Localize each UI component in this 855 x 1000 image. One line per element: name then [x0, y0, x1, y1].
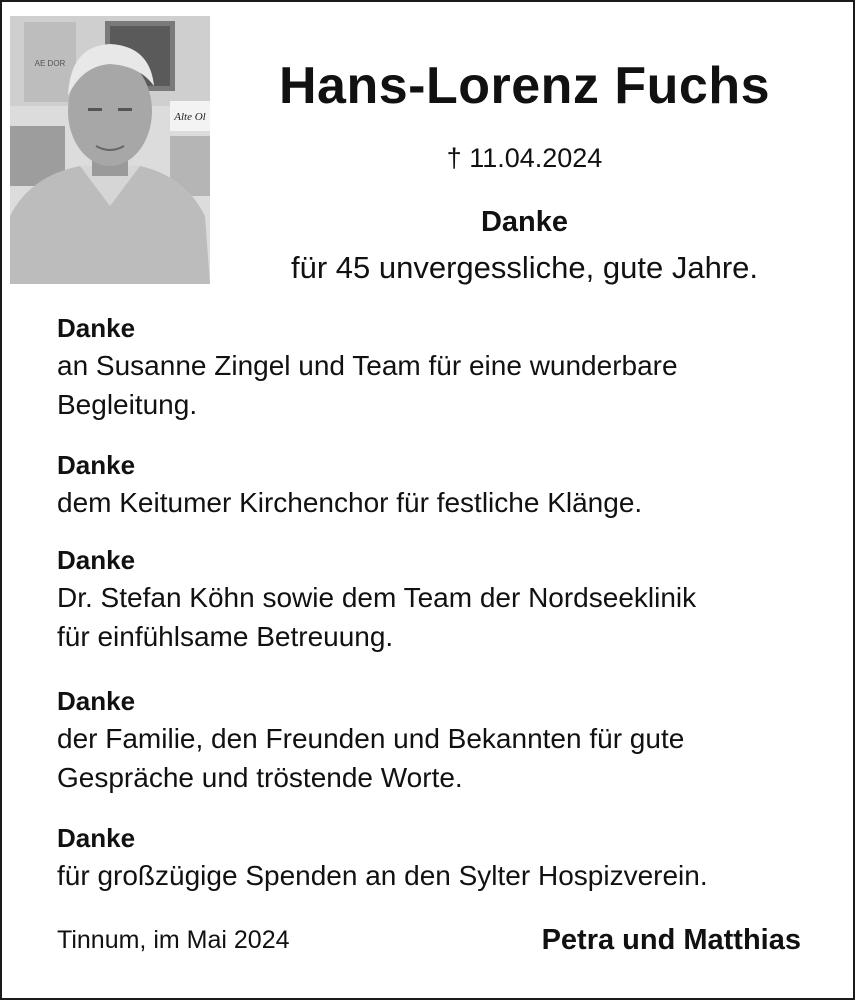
thanks-block	[57, 312, 817, 424]
thanks-heading: Danke	[57, 313, 136, 343]
header-thanks-heading: Danke	[480, 206, 569, 238]
thanks-line: für einfühlsame Betreuung.	[57, 621, 394, 653]
header-thanks-line: für 45 unvergessliche, gute Jahre.	[291, 250, 758, 285]
thanks-line: Dr. Stefan Köhn sowie dem Team der Nordseeklinik	[57, 581, 697, 613]
thanks-line: Begleitung.	[57, 389, 198, 421]
thanks-heading: Danke	[57, 450, 136, 480]
thanks-line: an Susanne Zingel und Team für eine wunderbare	[57, 349, 678, 381]
signature: Petra und Matthias	[541, 924, 801, 956]
thanks-line: dem Keitumer Kirchenchor für festliche Klänge.	[57, 486, 643, 518]
deceased-name: Hans-Lorenz Fuchs	[279, 57, 770, 115]
portrait-photo	[10, 16, 210, 284]
thanks-heading: Danke	[57, 686, 136, 716]
place-date: Tinnum, im Mai 2024	[57, 926, 290, 954]
thanks-line: für großzügige Spenden an den Sylter Hospizverein.	[57, 859, 708, 891]
thanks-block	[57, 822, 817, 894]
death-date: † 11.04.2024	[446, 143, 603, 173]
thanks-block	[57, 544, 817, 656]
thanks-block	[57, 449, 817, 521]
poster-text: AE DOR	[34, 59, 66, 68]
thanks-block	[57, 685, 817, 797]
thanks-line: der Familie, den Freunden und Bekannten für gute	[57, 722, 685, 754]
sign-text: Alte Ol	[174, 111, 206, 123]
thanks-heading: Danke	[57, 545, 136, 575]
thanks-line: Gespräche und tröstende Worte.	[57, 762, 463, 794]
thanks-heading: Danke	[57, 823, 136, 853]
